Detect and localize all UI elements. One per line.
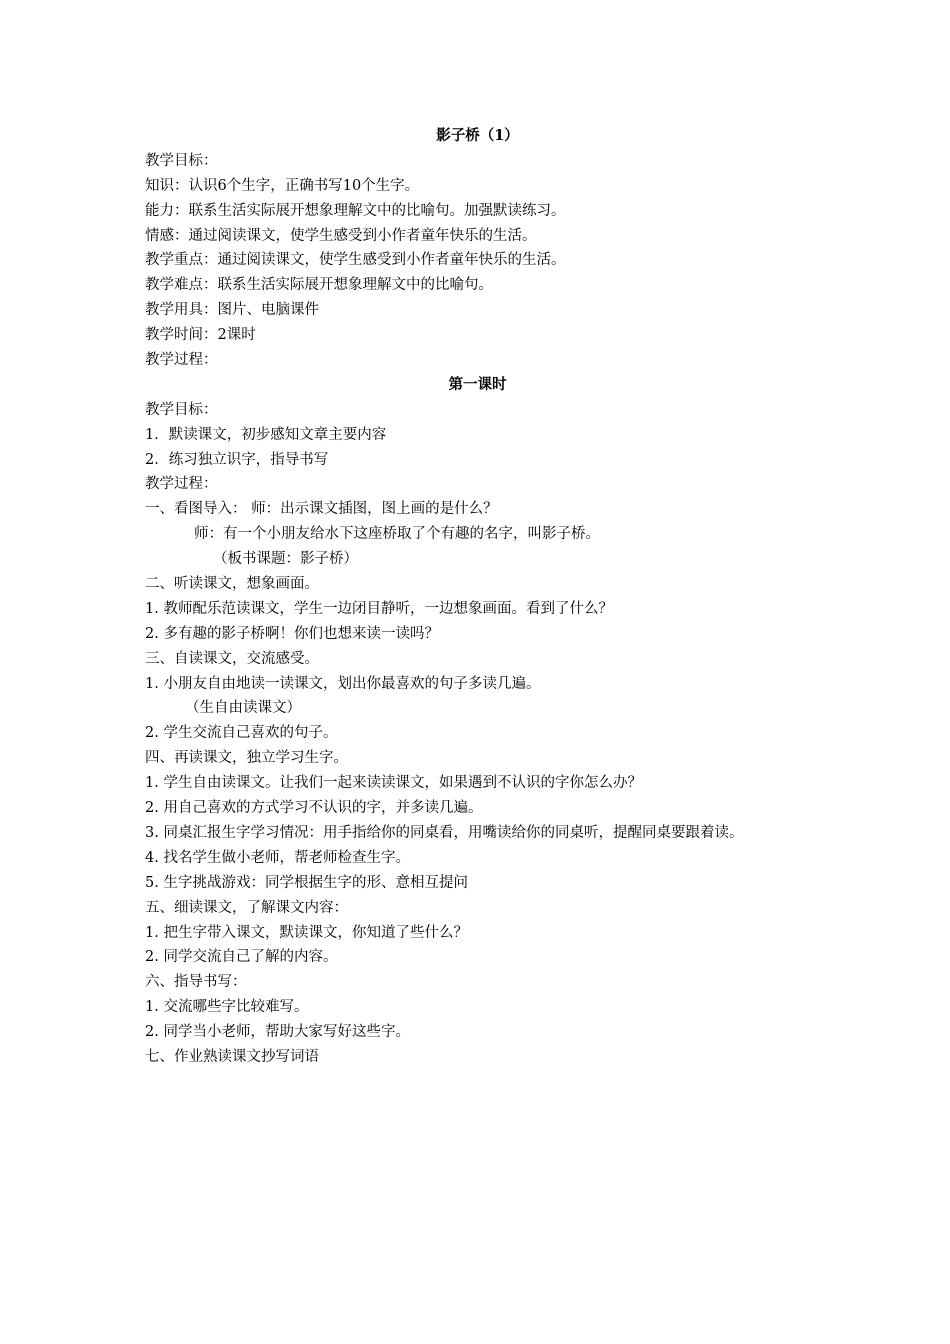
text-line: 一、看图导入： 师：出示课文插图，图上画的是什么？: [145, 501, 498, 518]
text-line: 能力：联系生活实际展开想象理解文中的比喻句。加强默读练习。: [145, 202, 566, 219]
text-line: 教学目标：: [145, 152, 218, 169]
text-line: 2. 多有趣的影子桥啊！你们也想来读一读吗？: [145, 625, 439, 642]
text-line: 2. 同学当小老师，帮助大家写好这些字。: [145, 1024, 410, 1041]
text-line: 2. 学生交流自己喜欢的句子。: [145, 725, 338, 742]
text-line: 知识：认识6个生字，正确书写10个生字。: [145, 177, 420, 194]
text-line: 2．练习独立识字，指导书写: [145, 451, 329, 468]
text-line: 5. 生字挑战游戏：同学根据生字的形、意相互提问: [145, 874, 468, 891]
document-body: [145, 124, 810, 1070]
text-line: 四、再读课文，独立学习生字。: [145, 750, 348, 767]
text-line: 师：有一个小朋友给水下这座桥取了个有趣的名字，叫影子桥。: [194, 526, 600, 543]
text-line: 二、听读课文，想象画面。: [145, 576, 319, 593]
text-line: 教学重点：通过阅读课文，使学生感受到小作者童年快乐的生活。: [145, 252, 566, 269]
text-line: 2. 用自己喜欢的方式学习不认识的字，并多读几遍。: [145, 800, 483, 817]
text-line: 3. 同桌汇报生字学习情况：用手指给你的同桌看，用嘴读给你的同桌听，提醒同桌要跟着读。: [145, 824, 744, 841]
document-title: 影子桥（1）: [436, 127, 519, 144]
text-line: 三、自读课文，交流感受。: [145, 650, 319, 667]
text-line: 教学用具：图片、电脑课件: [145, 302, 319, 319]
text-line: 教学时间：2课时: [145, 327, 256, 344]
text-line: 1. 学生自由读课文。让我们一起来读读课文，如果遇到不认识的字你怎么办？: [145, 775, 642, 792]
text-line: 五、细读课文，了解课文内容：: [145, 899, 348, 916]
text-line: （板书课题：影子桥）: [213, 551, 358, 568]
text-line: 1．默读课文，初步感知文章主要内容: [145, 426, 387, 443]
text-line: 教学难点：联系生活实际展开想象理解文中的比喻句。: [145, 277, 493, 294]
text-line: 2. 同学交流自己了解的内容。: [145, 949, 338, 966]
text-line: 教学目标：: [145, 401, 218, 418]
section-heading: 第一课时: [448, 375, 507, 393]
text-line: 1. 小朋友自由地读一读课文，划出你最喜欢的句子多读几遍。: [145, 675, 541, 692]
text-line: 六、指导书写：: [145, 974, 247, 991]
text-line: 1. 交流哪些字比较难写。: [145, 999, 309, 1016]
text-line: 4. 找名学生做小老师，帮老师检查生字。: [145, 849, 410, 866]
text-line: 七、作业熟读课文抄写词语: [145, 1048, 319, 1065]
text-line: （生自由读课文）: [185, 700, 301, 717]
text-line: 1. 把生字带入课文，默读课文，你知道了些什么？: [145, 924, 468, 941]
text-line: 教学过程：: [145, 476, 218, 493]
text-line: 情感：通过阅读课文，使学生感受到小作者童年快乐的生活。: [145, 227, 537, 244]
text-line: 教学过程：: [145, 352, 218, 369]
text-line: 1. 教师配乐范读课文，学生一边闭目静听，一边想象画面。看到了什么？: [145, 600, 613, 617]
